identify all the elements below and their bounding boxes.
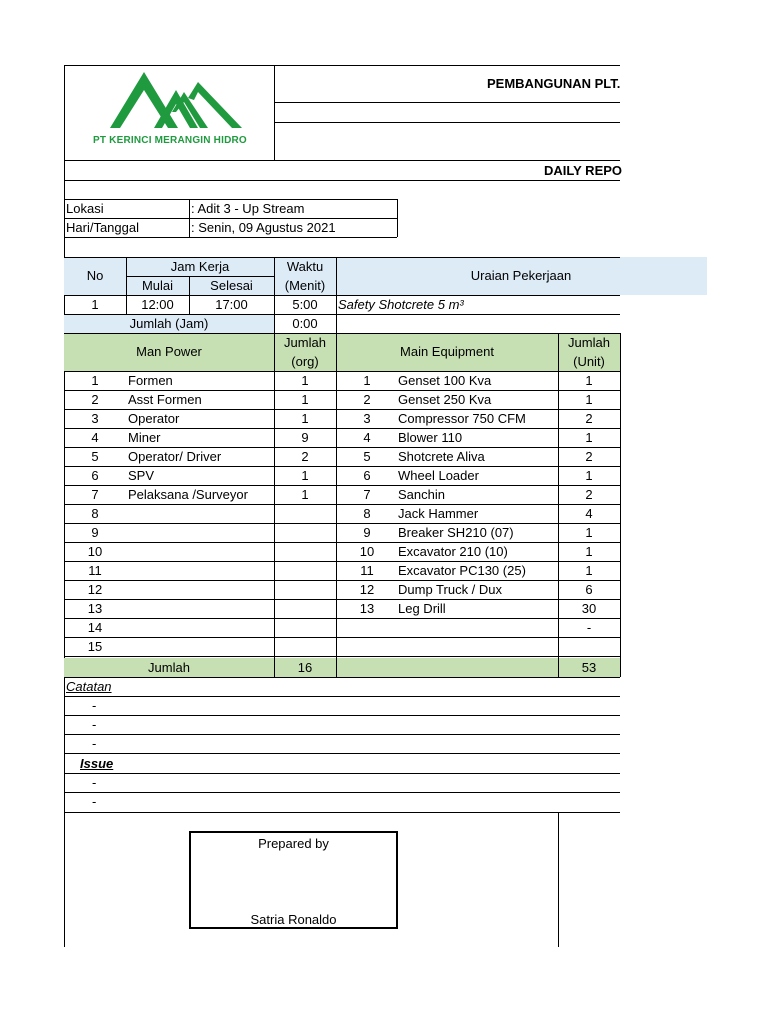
equipment-row-no: 10 bbox=[359, 544, 375, 559]
equipment-row-qty: 1 bbox=[585, 392, 593, 407]
equipment-row-name: Shotcrete Aliva bbox=[398, 449, 485, 464]
equipment-row-name: Blower 110 bbox=[398, 430, 463, 445]
equipment-row-no: 7 bbox=[363, 487, 371, 502]
equipment-row-qty: 2 bbox=[585, 487, 593, 502]
manpower-row-qty: 1 bbox=[301, 411, 309, 426]
equipment-total-value: 53 bbox=[581, 660, 597, 675]
equipment-row-name: Excavator 210 (10) bbox=[398, 544, 508, 559]
date-value: : Senin, 09 Agustus 2021 bbox=[191, 220, 336, 235]
manpower-row-no: 15 bbox=[87, 639, 103, 654]
equipment-row-no: 8 bbox=[363, 506, 371, 521]
manpower-row-qty: 9 bbox=[301, 430, 309, 445]
equipment-row-qty: 1 bbox=[585, 563, 593, 578]
manpower-row-name: SPV bbox=[128, 468, 155, 483]
equipment-row-name: Excavator PC130 (25) bbox=[398, 563, 526, 578]
manpower-row-qty: 1 bbox=[301, 392, 309, 407]
work-row-selesai: 17:00 bbox=[215, 297, 248, 312]
catatan-item: - bbox=[92, 717, 97, 732]
manpower-row-name: Operator/ Driver bbox=[128, 449, 222, 464]
issue-item: - bbox=[92, 794, 97, 809]
equipment-row-no: 6 bbox=[363, 468, 371, 483]
manpower-row-no: 5 bbox=[91, 449, 99, 464]
catatan-item: - bbox=[92, 736, 97, 751]
equipment-row-no: 13 bbox=[359, 601, 375, 616]
manpower-row-no: 6 bbox=[91, 468, 99, 483]
manpower-row-name: Formen bbox=[128, 373, 173, 388]
equipment-row-qty: 2 bbox=[585, 411, 593, 426]
col-menit: (Menit) bbox=[284, 278, 326, 293]
manpower-row-qty: 1 bbox=[301, 487, 309, 502]
prepared-by-box bbox=[189, 831, 398, 929]
equipment-row-name: Sanchin bbox=[398, 487, 445, 502]
company-logo bbox=[76, 68, 266, 156]
equipment-row-no: 2 bbox=[363, 392, 371, 407]
catatan-item: - bbox=[92, 698, 97, 713]
equipment-row-qty: 4 bbox=[585, 506, 593, 521]
manpower-row-no: 10 bbox=[87, 544, 103, 559]
prepared-by-label: Prepared by bbox=[258, 836, 329, 851]
equipment-row-qty: 2 bbox=[585, 449, 593, 464]
company-name: PT KERINCI MERANGIN HIDRO bbox=[93, 135, 247, 146]
location-label: Lokasi bbox=[66, 201, 104, 216]
location-value: : Adit 3 - Up Stream bbox=[191, 201, 305, 216]
equipment-jumlah-header: Jumlah bbox=[568, 335, 610, 350]
equipment-row-qty: 1 bbox=[585, 430, 593, 445]
issue-label: Issue bbox=[80, 756, 114, 771]
manpower-org-header: (org) bbox=[291, 354, 319, 369]
report-title: DAILY REPO bbox=[544, 163, 623, 178]
mountain-logo-icon bbox=[76, 68, 266, 132]
equipment-row-qty: - bbox=[586, 620, 592, 635]
equipment-row-name: Wheel Loader bbox=[398, 468, 479, 483]
manpower-row-no: 9 bbox=[91, 525, 99, 540]
equipment-row-name: Breaker SH210 (07) bbox=[398, 525, 514, 540]
equipment-row-no: 9 bbox=[363, 525, 371, 540]
manpower-jumlah-header: Jumlah bbox=[284, 335, 326, 350]
work-row-mulai: 12:00 bbox=[141, 297, 174, 312]
manpower-row-no: 7 bbox=[91, 487, 99, 502]
equipment-row-no: 12 bbox=[359, 582, 375, 597]
manpower-header: Man Power bbox=[136, 344, 202, 359]
jumlah-jam-value: 0:00 bbox=[292, 316, 318, 331]
manpower-row-no: 1 bbox=[91, 373, 99, 388]
col-waktu: Waktu bbox=[286, 259, 324, 274]
col-selesai: Selesai bbox=[210, 278, 253, 293]
col-no: No bbox=[86, 268, 104, 283]
manpower-row-name: Operator bbox=[128, 411, 180, 426]
manpower-row-no: 14 bbox=[87, 620, 103, 635]
equipment-row-no: 11 bbox=[360, 563, 374, 578]
equipment-unit-header: (Unit) bbox=[573, 354, 605, 369]
equipment-header: Main Equipment bbox=[400, 344, 494, 359]
manpower-row-name: Pelaksana /Surveyor bbox=[128, 487, 248, 502]
manpower-row-name: Asst Formen bbox=[128, 392, 202, 407]
manpower-row-no: 8 bbox=[91, 506, 99, 521]
manpower-row-no: 13 bbox=[87, 601, 103, 616]
equipment-row-qty: 30 bbox=[581, 601, 597, 616]
work-row-waktu: 5:00 bbox=[292, 297, 318, 312]
equipment-row-no: 5 bbox=[363, 449, 371, 464]
col-jam-kerja: Jam Kerja bbox=[170, 259, 230, 274]
equipment-row-no: 1 bbox=[363, 373, 371, 388]
equipment-row-name: Dump Truck / Dux bbox=[398, 582, 503, 597]
equipment-row-no: 4 bbox=[363, 430, 371, 445]
manpower-row-no: 11 bbox=[88, 563, 102, 578]
manpower-row-qty: 1 bbox=[301, 468, 309, 483]
equipment-row-qty: 6 bbox=[585, 582, 593, 597]
date-label: Hari/Tanggal bbox=[66, 220, 139, 235]
manpower-row-no: 3 bbox=[91, 411, 99, 426]
equipment-row-no: 3 bbox=[363, 411, 371, 426]
equipment-row-qty: 1 bbox=[585, 544, 593, 559]
manpower-row-qty: 2 bbox=[301, 449, 309, 464]
equipment-row-name: Compressor 750 CFM bbox=[398, 411, 526, 426]
equipment-row-name: Genset 250 Kva bbox=[398, 392, 492, 407]
manpower-row-no: 4 bbox=[91, 430, 99, 445]
manpower-row-no: 2 bbox=[91, 392, 99, 407]
col-mulai: Mulai bbox=[141, 278, 174, 293]
equipment-row-qty: 1 bbox=[585, 525, 593, 540]
work-row-no: 1 bbox=[91, 297, 99, 312]
manpower-row-name: Miner bbox=[128, 430, 161, 445]
jumlah-jam-label: Jumlah (Jam) bbox=[129, 316, 209, 331]
manpower-row-qty: 1 bbox=[301, 373, 309, 388]
catatan-label: Catatan bbox=[66, 679, 112, 694]
col-uraian: Uraian Pekerjaan bbox=[470, 268, 572, 283]
equipment-row-qty: 1 bbox=[585, 373, 593, 388]
manpower-row-no: 12 bbox=[87, 582, 103, 597]
equipment-row-name: Genset 100 Kva bbox=[398, 373, 492, 388]
manpower-total-label: Jumlah bbox=[148, 660, 190, 675]
work-row-uraian: Safety Shotcrete 5 m³ bbox=[338, 297, 464, 312]
equipment-row-name: Jack Hammer bbox=[398, 506, 479, 521]
equipment-row-qty: 1 bbox=[585, 468, 593, 483]
prepared-by-name: Satria Ronaldo bbox=[250, 912, 337, 927]
manpower-total-value: 16 bbox=[297, 660, 313, 675]
project-title: PEMBANGUNAN PLT. bbox=[487, 76, 621, 91]
equipment-row-name: Leg Drill bbox=[398, 601, 446, 616]
issue-item: - bbox=[92, 775, 97, 790]
